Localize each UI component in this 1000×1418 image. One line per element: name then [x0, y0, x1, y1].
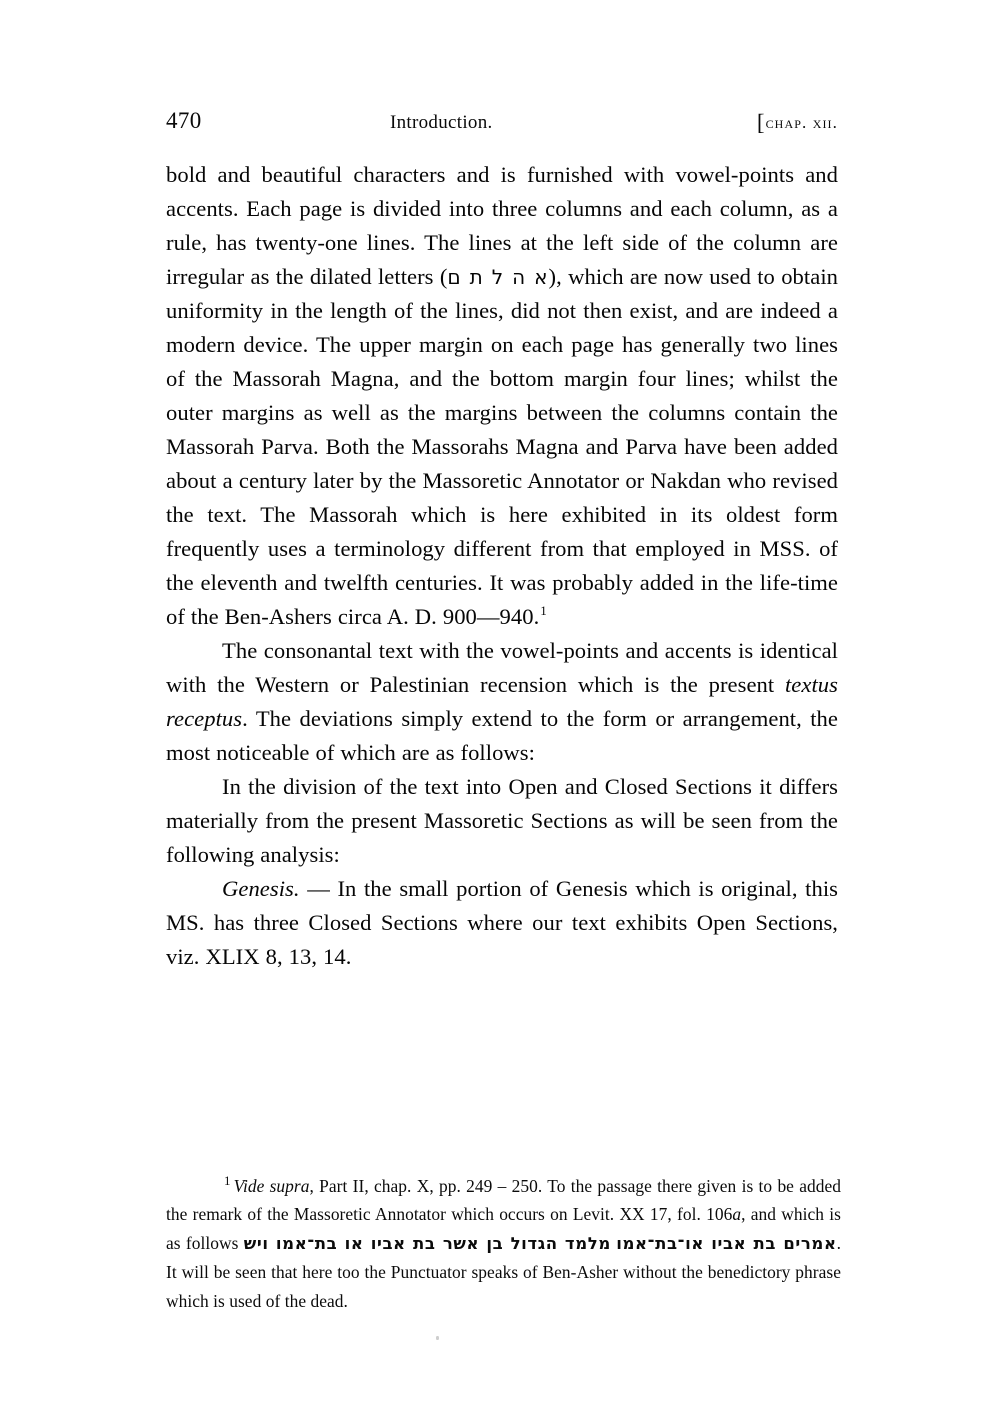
paragraph-consonantal-text: [166, 634, 838, 770]
paragraph-massorah-description: [166, 158, 838, 634]
open-bracket-glyph: [: [756, 110, 766, 135]
text-run: The consonantal text with the vowel-points and accents is identical with the Western or Palestinian recension which is the present: [166, 638, 838, 697]
text-run: . The deviations simply extend to the form or arrangement, the most noticeable of which are as follows:: [166, 706, 838, 765]
text-run: , Part II, chap. X, pp. 249 – 250. To the passage there given is to be added the remark of the Massoretic Annotator which occurs on Levit. XX 17, fol. 106: [166, 1176, 841, 1225]
text-run: bold and beautiful characters and is furnished with vowel-points and accents. Each page is divided into three columns and each column, as a rule, has twenty-one lines. The lines at the left side of the column are irregular as the dilated letters (: [166, 162, 838, 289]
footnote-area: [166, 1172, 841, 1315]
running-head: [166, 108, 838, 136]
text-run: In the division of the text into Open and Closed Sections it differs materially from the present Massoretic Sections as will be seen from the following analysis:: [166, 774, 838, 867]
footnote-reference-marker[interactable]: 1: [540, 603, 547, 619]
hebrew-text: א ה ל ת ם: [447, 265, 549, 289]
italic-phrase: Genesis.: [222, 876, 300, 901]
hebrew-text: אמרים בת אביו או־בת־אמו: [616, 1233, 837, 1253]
italic-phrase: a: [732, 1204, 742, 1225]
paragraph-open-closed-sections: [166, 770, 838, 872]
text-run: ), which are now used to obtain uniformity in the length of the lines, did not then exist, and are indeed a modern device. The upper margin on each page has generally two lines of the Massorah Magna, and the bottom margin four lines; whilst the outer margins as well as the margins between the columns contain the Massorah Parva. Both the Massorahs Magna and Parva have been added about a century later by the Massoretic Annotator or Nakdan who revised the text. The Massorah which is here exhibited in its oldest form frequently uses a terminology different from that employed in MSS. of the eleventh and twelfth centuries. It was probably added in the life-time of the Ben-Ashers circa A. D. 900—940.: [166, 264, 838, 629]
paragraph-genesis: [166, 872, 838, 974]
hebrew-text: מלמד הגדול בן אשר בת אביו או בת־אמו ויש: [243, 1233, 611, 1253]
italic-phrase: textus receptus: [166, 672, 838, 731]
body-text: [166, 158, 838, 974]
footnote-number: 1: [224, 1173, 231, 1189]
scan-artifact-speck: [436, 1336, 439, 1340]
page-number: 470: [166, 108, 202, 133]
text-run: , and which is as follows: [166, 1204, 841, 1253]
running-title: Introduction.: [389, 112, 493, 133]
text-run: — In the small portion of Genesis which is original, this MS. has three Closed Sections where our text exhibits Open Sections, viz. XLIX 8, 13, 14.: [166, 876, 838, 969]
footnote-1: [166, 1172, 841, 1315]
chapter-reference: [756, 110, 838, 135]
italic-phrase: Vide supra: [233, 1176, 310, 1196]
chapter-reference-label: chap. xii.: [765, 113, 838, 132]
text-run: . It will be seen that here too the Punctuator speaks of Ben-Asher without the benedictory phrase which is used of the dead.: [166, 1232, 841, 1311]
